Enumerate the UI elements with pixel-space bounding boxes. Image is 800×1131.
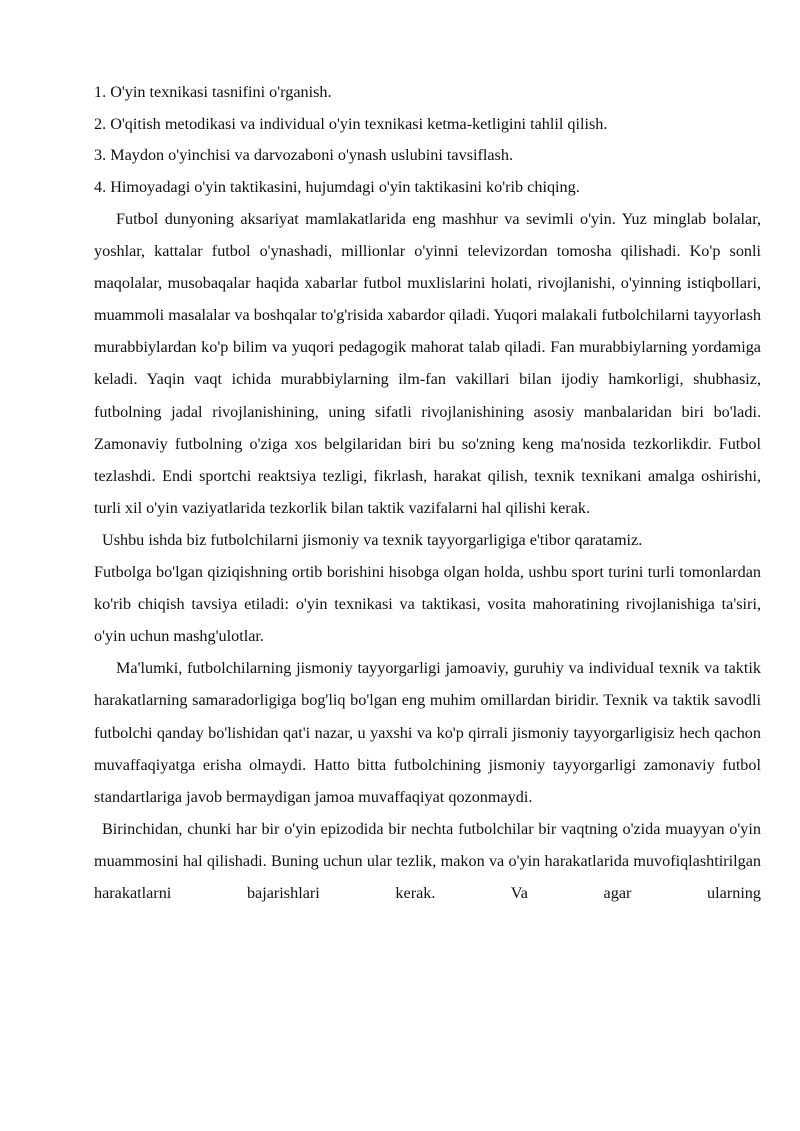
paragraph-football-popularity: Futbol dunyoning aksariyat mamlakatlarida eng mashhur va sevimli o'yin. Yuz minglab bolalar, yoshlar, kattalar futbol o'ynashadi, millionlar o'yinni televizordan tomosha qilishadi. Ko'p sonli maqolalar, musobaqalar haqida xabarlar futbol muxlislarini holati, rivojlanishi, o'yinning istiqbollari, muammoli masalalar va boshqalar to'g'risida xabardor qiladi. Yuqori malakali futbolchilarni tayyorlash murabbiylardan ko'p bilim va yuqori pedagogik mahorat talab qiladi. Fan murabbiylarning yordamiga keladi. Yaqin vaqt ichida murabbiylarning ilm-fan vakillari bilan ijodiy hamkorligi, shubhasiz, futbolning jadal rivojlanishining, uning sifatli rivojlanishining asosiy manbalaridan biri bo'ladi. Zamonaviy futbolning o'ziga xos belgilaridan biri bu so'zning keng ma'nosida tezkorlikdir. Futbol tezlashdi. Endi sportchi reaktsiya tezligi, fikrlash, harakat qilish, texnik texnikani amalga oshirishi, turli xil o'yin vaziyatlarida tezkorlik bilan taktik vazifalarni hal qilishi kerak. [94,210,761,517]
objectives-list [94,77,761,203]
list-item: 2. O'qitish metodikasi va individual o'yin texnikasi ketma-ketligini tahlil qilish. [94,114,608,133]
document-body [94,77,761,909]
list-item: 4. Himoyadagi o'yin taktikasini, hujumdagi o'yin taktikasini ko'rib chiqing. [94,177,580,196]
paragraph-work-focus: Futbolga bo'lgan qiziqishning ortib borishini hisobga olgan holda, ushbu sport turini turli tomonlardan ko'rib chiqish tavsiya etiladi: o'yin texnikasi va taktikasi, vosita mahoratining rivojlanishiga ta'siri, o'yin uchun mashg'ulotlar. [94,563,761,646]
paragraph-first-reason: Birinchidan, chunki har bir o'yin epizodida bir nechta futbolchilar bir vaqtning o'zida muayyan o'yin muammosini hal qilishadi. Buning uchun ular tezlik, makon va o'yin harakatlarida muvofiqlashtirilgan harakatlarni bajarishlari kerak. Va agar ularning [94,819,761,902]
list-item: 3. Maydon o'yinchisi va darvozaboni o'ynash uslubini tavsiflash. [94,146,514,164]
paragraph-work-focus-line: Ushbu ishda biz futbolchilarni jismoniy va texnik tayyorgarligiga e'tibor qaratamiz. [102,530,643,549]
list-item: 1. O'yin texnikasi tasnifini o'rganish. [94,83,332,101]
paragraph-physical-preparation: Ma'lumki, futbolchilarning jismoniy tayyorgarligi jamoaviy, guruhiy va individual texnik va taktik harakatlarning samaradorligiga bog'liq bo'lgan eng muhim omillardan biridir. Texnik va taktik savodli futbolchi qanday bo'lishidan qat'i nazar, u yaxshi va ko'p qirrali jismoniy tayyorgarligisiz hech qachon muvaffaqiyatga erisha olmaydi. Hatto bitta futbolchining jismoniy tayyorgarligi zamonaviy futbol standartlariga javob bermaydigan jamoa muvaffaqiyat qozonmaydi. [94,659,761,806]
